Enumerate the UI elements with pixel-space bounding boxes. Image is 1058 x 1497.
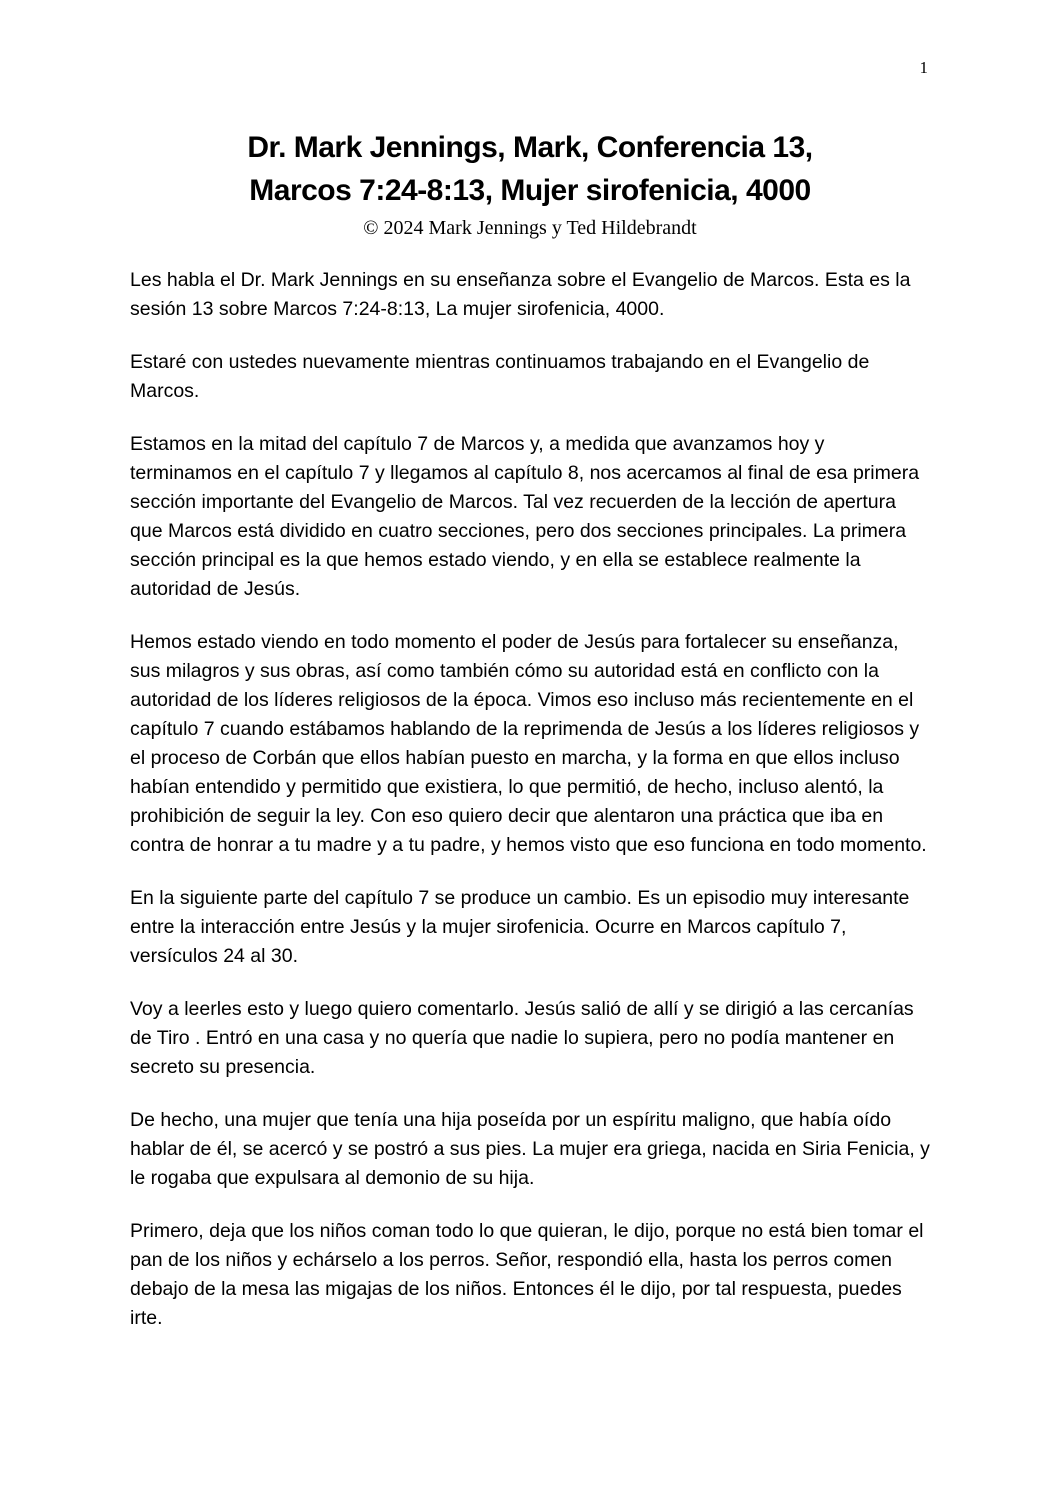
copyright-line: © 2024 Mark Jennings y Ted Hildebrandt — [363, 217, 697, 239]
title-line-1: Dr. Mark Jennings, Mark, Conferencia 13, — [247, 131, 813, 164]
document-body — [130, 266, 930, 1333]
body-paragraph: Estamos en la mitad del capítulo 7 de Marcos y, a medida que avanzamos hoy y terminamos en el capítulo 7 y llegamos al capítulo 8, nos acercamos al final de esa primera sección importante del Evangelio de Marcos. Tal vez recuerden de la lección de apertura que Marcos está dividido en cuatro secciones, pero dos secciones principales. La primera sección principal es la que hemos estado viendo, y en ella se establece realmente la autoridad de Jesús. — [130, 433, 920, 600]
body-paragraph: Voy a leerles esto y luego quiero comentarlo. Jesús salió de allí y se dirigió a las cercanías de Tiro . Entró en una casa y no quería que nadie lo supiera, pero no podía mantener en secreto su presencia. — [130, 998, 914, 1078]
body-paragraph: Hemos estado viendo en todo momento el poder de Jesús para fortalecer su enseñanza, sus milagros y sus obras, así como también cómo su autoridad está en conflicto con la autoridad de los líderes religiosos de la época. Vimos eso incluso más recientemente en el capítulo 7 cuando estábamos hablando de la reprimenda de Jesús a los líderes religiosos y el proceso de Corbán que ellos habían puesto en marcha, y la forma en que ellos incluso habían entendido y permitido que existiera, lo que permitió, de hecho, incluso alentó, la prohibición de seguir la ley. Con eso quiero decir que alentaron una práctica que iba en contra de honrar a tu madre y a tu padre, y hemos visto que eso funciona en todo momento. — [130, 631, 927, 856]
page-number: 1 — [919, 58, 928, 77]
body-paragraph: Estaré con ustedes nuevamente mientras continuamos trabajando en el Evangelio de Marcos. — [130, 351, 870, 402]
document-title — [130, 126, 930, 212]
body-paragraph: Les habla el Dr. Mark Jennings en su enseñanza sobre el Evangelio de Marcos. Esta es la sesión 13 sobre Marcos 7:24-8:13, La mujer sirofenicia, 4000. — [130, 269, 911, 320]
body-paragraph: Primero, deja que los niños coman todo lo que quieran, le dijo, porque no está bien tomar el pan de los niños y echárselo a los perros. Señor, respondió ella, hasta los perros comen debajo de la mesa las migajas de los niños. Entonces él le dijo, por tal respuesta, puedes irte. — [130, 1220, 924, 1329]
document-header — [130, 0, 930, 242]
title-line-2: Marcos 7:24-8:13, Mujer sirofenicia, 4000 — [249, 174, 811, 207]
body-paragraph: En la siguiente parte del capítulo 7 se produce un cambio. Es un episodio muy interesante entre la interacción entre Jesús y la mujer sirofenicia. Ocurre en Marcos capítulo 7, versículos 24 al 30. — [130, 887, 910, 967]
body-paragraph: De hecho, una mujer que tenía una hija poseída por un espíritu maligno, que había oído hablar de él, se acercó y se postró a sus pies. La mujer era griega, nacida en Siria Fenicia, y le rogaba que expulsara al demonio de su hija. — [130, 1109, 930, 1189]
